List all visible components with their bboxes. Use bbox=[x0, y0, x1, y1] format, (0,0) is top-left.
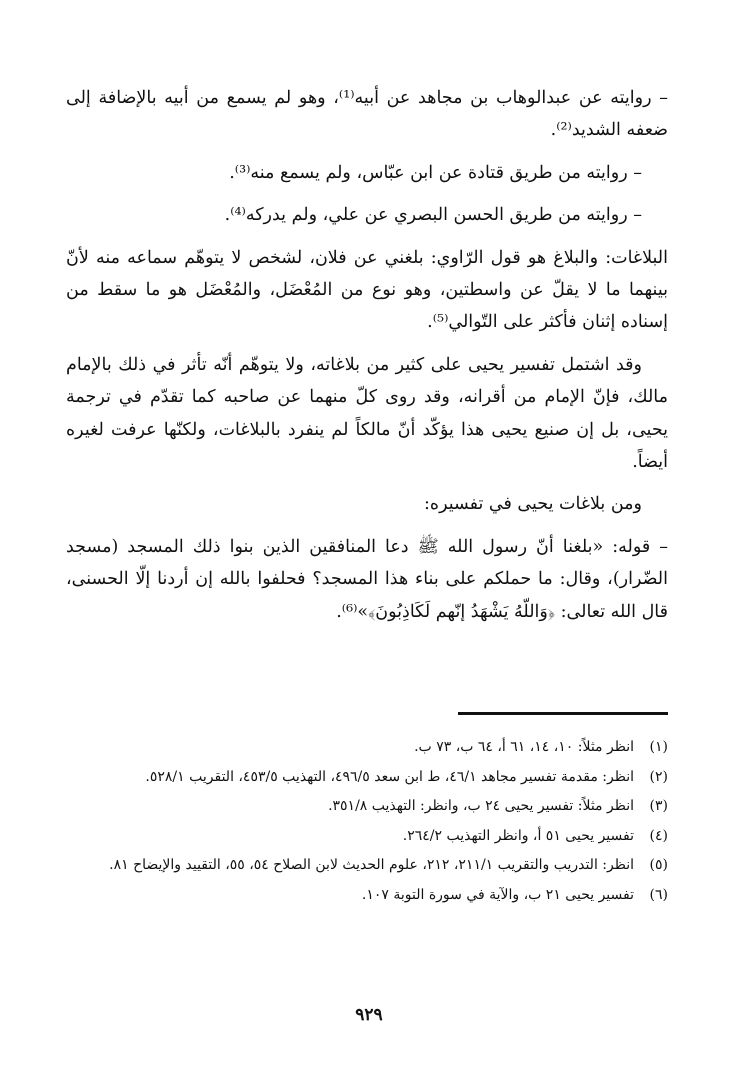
paragraph-balaghat-example: – قوله: «بلغنا أنّ رسول الله ﷺ دعا المنافقين الذين بنوا ذلك المسجد (مسجد الضّرار)، وقال: ما حملكم على بناء هذا المسجد؟ فحلفوا بالله إن أردنا إلّا الحسنى، قال الله تعالى: ﴿وَاللّهُ يَشْهَدُ إنّهم لَكَاذِبُونَ﴾»⁽⁶⁾. bbox=[66, 536, 668, 622]
footnote-text: انظر مثلاً: تفسير يحيى ٢٤ ب، وانظر: التهذيب ٣٥١/٨. bbox=[328, 798, 634, 814]
page-number: ٩٢٩ bbox=[355, 1005, 383, 1025]
footnote-text: تفسير يحيى ٢١ ب، والآية في سورة التوبة ١٠٧. bbox=[361, 886, 634, 903]
main-text bbox=[66, 82, 668, 628]
footnote-number: (٣) bbox=[649, 798, 668, 814]
footnote-separator bbox=[458, 712, 668, 715]
footnote-item bbox=[66, 822, 668, 852]
paragraph-balaghat-definition: البلاغات: والبلاغ هو قول الرّاوي: بلغني عن فلان، لشخص لا يتوهّم سماعه منه لأنّ بينهما ما لا يقلّ عن واسطتين، وهو نوع من المُعْضَل، والمُعْضَل هو ما سقط من إسناده إثنان فأكثر على التّوالي⁽⁵⁾. bbox=[66, 247, 668, 333]
footnote-text: انظر: مقدمة تفسير مجاهد ٤٦/١، ط ابن سعد ٤٩٦/٥، التهذيب ٤٥٣/٥، التقريب ٥٢٨/١. bbox=[145, 768, 634, 785]
footnote-item bbox=[66, 763, 668, 793]
footnote-item bbox=[66, 792, 668, 822]
footnote-number: (٦) bbox=[649, 886, 668, 903]
paragraph-narration-abdulwahhab: – روايته عن عبدالوهاب بن مجاهد عن أبيه⁽¹⁾، وهو لم يسمع من أبيه بالإضافة إلى ضعفه الشديد⁽²⁾. bbox=[66, 88, 668, 141]
footnotes bbox=[66, 733, 668, 910]
footnote-text: انظر مثلاً: ١٠، ١٤، ٦١ أ، ٦٤ ب، ٧٣ ب. bbox=[414, 739, 634, 755]
paragraph-balaghat-discussion: وقد اشتمل تفسير يحيى على كثير من بلاغاته، ولا يتوهّم أنّه تأثر في ذلك بالإمام مالك، فإنّ الإمام من أقرانه، وقد روى كلّ منهما عن صاحبه كما تقدّم في ترجمة يحيى، بل إن صنيع يحيى هذا يؤكّد أنّ مالكاً لم ينفرد بالبلاغات، ولكنّها عرفت لغيره أيضاً. bbox=[66, 354, 668, 473]
footnote-number: (٥) bbox=[649, 857, 668, 873]
paragraph-balaghat-examples-heading: ومن بلاغات يحيى في تفسيره: bbox=[424, 494, 642, 515]
footnote-text: تفسير يحيى ٥١ أ، وانظر التهذيب ٢٦٤/٢. bbox=[402, 827, 634, 844]
paragraph-narration-hasan: – روايته من طريق الحسن البصري عن علي، ولم يدركه⁽⁴⁾. bbox=[224, 205, 642, 226]
footnote-number: (٤) bbox=[649, 827, 668, 844]
footnote-number: (١) bbox=[649, 739, 668, 755]
footnote-item bbox=[66, 851, 668, 881]
paragraph-narration-qatada: – روايته من طريق قتادة عن ابن عبّاس، ولم يسمع منه⁽³⁾. bbox=[229, 162, 642, 183]
footnote-item bbox=[66, 881, 668, 911]
footnote-text: انظر: التدريب والتقريب ٢١١/١، ٢١٢، علوم الحديث لابن الصلاح ٥٤، ٥٥، التقييد والإيضاح ٨١. bbox=[109, 857, 634, 873]
footnote-number: (٢) bbox=[649, 768, 668, 785]
footnote-item bbox=[66, 733, 668, 763]
